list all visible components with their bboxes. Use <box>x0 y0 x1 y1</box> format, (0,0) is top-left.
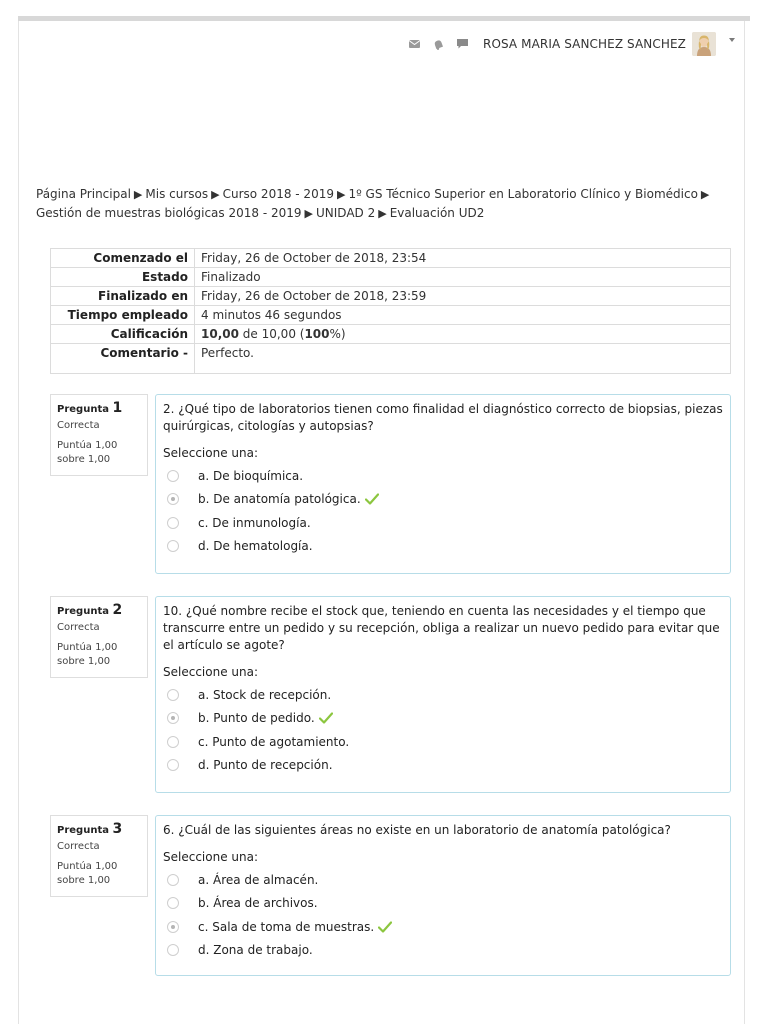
radio-button[interactable] <box>167 736 179 748</box>
question-content <box>155 394 731 574</box>
question-number <box>57 400 141 416</box>
grade-out-of: de 10,00 ( <box>238 327 305 341</box>
summary-value: Finalizado <box>195 268 731 287</box>
breadcrumb-unit[interactable]: UNIDAD 2 <box>315 206 376 220</box>
answer-label: a. Área de almacén. <box>198 872 319 887</box>
radio-button[interactable] <box>167 759 179 771</box>
breadcrumb <box>36 185 726 223</box>
answer-label: c. De inmunología. <box>198 515 311 530</box>
radio-button[interactable] <box>167 921 179 933</box>
summary-row-state <box>51 268 731 287</box>
summary-value: Friday, 26 de October de 2018, 23:54 <box>195 249 731 268</box>
summary-row-grade <box>51 325 731 344</box>
radio-button[interactable] <box>167 944 179 956</box>
summary-label: Estado <box>51 268 195 287</box>
radio-selected-dot <box>171 497 175 501</box>
breadcrumb-program[interactable]: 1º GS Técnico Superior en Laboratorio Clínico y Biomédico <box>348 187 698 201</box>
answer-option[interactable] <box>163 488 723 512</box>
answer-prompt: Seleccione una: <box>163 850 258 864</box>
breadcrumb-separator: ▶ <box>211 188 220 201</box>
correct-check-icon <box>365 493 379 505</box>
question-info <box>50 815 148 897</box>
question-text: 10. ¿Qué nombre recibe el stock que, teniendo en cuenta las necesidades y el tiempo que transcurre entre un pedido y su recepción, obliga a realizar un nuevo pedido para evitar que el artículo se agote? <box>163 604 720 652</box>
radio-button[interactable] <box>167 470 179 482</box>
radio-button[interactable] <box>167 897 179 909</box>
summary-row-started <box>51 249 731 268</box>
answer-label: a. De bioquímica. <box>198 468 304 483</box>
summary-row-finished <box>51 287 731 306</box>
question-grade: Puntúa 1,00 sobre 1,00 <box>57 642 118 667</box>
answer-label: b. Área de archivos. <box>198 896 318 911</box>
answer-option[interactable] <box>163 915 723 939</box>
answer-option[interactable] <box>163 683 723 707</box>
correct-check-icon <box>319 712 333 724</box>
radio-button[interactable] <box>167 493 179 505</box>
top-bar <box>18 16 750 21</box>
question-content <box>155 596 731 793</box>
answer-option[interactable] <box>163 535 723 559</box>
answer-option[interactable] <box>163 892 723 916</box>
page-border-right <box>744 21 745 1024</box>
user-navigation <box>399 32 736 56</box>
answer-list <box>163 868 723 962</box>
answer-label: d. Punto de recepción. <box>198 758 333 773</box>
breadcrumb-separator: ▶ <box>304 207 313 220</box>
answer-prompt: Seleccione una: <box>163 446 258 460</box>
breadcrumb-separator: ▶ <box>336 188 346 201</box>
envelope-icon[interactable] <box>405 35 423 53</box>
answer-option[interactable] <box>163 939 723 963</box>
question-number <box>57 821 141 837</box>
summary-grade-value <box>195 325 731 344</box>
answer-option[interactable] <box>163 464 723 488</box>
summary-label: Comenzado el <box>51 249 195 268</box>
answer-label: b. De anatomía patológica. <box>198 492 361 507</box>
answer-option[interactable] <box>163 730 723 754</box>
chat-bubble-icon[interactable] <box>453 35 471 53</box>
correct-check-icon <box>378 921 392 933</box>
breadcrumb-subject[interactable]: Gestión de muestras biológicas 2018 - 2019 <box>36 206 302 220</box>
breadcrumb-separator: ▶ <box>133 188 143 201</box>
summary-row-time <box>51 306 731 325</box>
answer-list <box>163 464 723 558</box>
radio-button[interactable] <box>167 712 179 724</box>
question-number <box>57 602 141 618</box>
answer-label: d. Zona de trabajo. <box>198 943 313 958</box>
breadcrumb-separator: ▶ <box>700 188 710 201</box>
grade-percent: 100 <box>304 327 330 341</box>
question-text: 2. ¿Qué tipo de laboratorios tienen como finalidad el diagnóstico correcto de biopsias, piezas quirúrgicas, citologías y autopsias? <box>163 402 723 433</box>
question-label: Pregunta <box>57 606 109 617</box>
breadcrumb-home[interactable]: Página Principal <box>36 187 131 201</box>
answer-label: b. Punto de pedido. <box>198 711 315 726</box>
radio-button[interactable] <box>167 689 179 701</box>
grade-suffix: %) <box>329 327 346 341</box>
question-grade: Puntúa 1,00 sobre 1,00 <box>57 861 118 886</box>
answer-prompt: Seleccione una: <box>163 665 258 679</box>
question-number-value: 1 <box>112 400 123 416</box>
question-number-value: 2 <box>112 602 123 618</box>
answer-list <box>163 683 723 777</box>
answer-option[interactable] <box>163 707 723 731</box>
summary-label: Calificación <box>51 325 195 344</box>
answer-label: c. Sala de toma de muestras. <box>198 919 375 934</box>
question-text: 6. ¿Cuál de las siguientes áreas no existe en un laboratorio de anatomía patológica? <box>163 823 671 837</box>
attempt-summary-table <box>50 248 731 374</box>
summary-value: Perfecto. <box>195 344 731 374</box>
summary-label: Comentario - <box>51 344 195 374</box>
user-avatar[interactable] <box>692 32 716 56</box>
question-info <box>50 596 148 678</box>
radio-button[interactable] <box>167 540 179 552</box>
question-label: Pregunta <box>57 404 109 415</box>
page-border-left <box>18 21 19 1024</box>
chevron-down-icon[interactable] <box>728 36 736 44</box>
answer-option[interactable] <box>163 511 723 535</box>
question-state: Correcta <box>57 622 100 633</box>
breadcrumb-my-courses[interactable]: Mis cursos <box>145 187 209 201</box>
question-info <box>50 394 148 476</box>
question-label: Pregunta <box>57 825 109 836</box>
question-state: Correcta <box>57 420 100 431</box>
breadcrumb-course-year[interactable]: Curso 2018 - 2019 <box>222 187 334 201</box>
question-grade: Puntúa 1,00 sobre 1,00 <box>57 440 118 465</box>
summary-value: Friday, 26 de October de 2018, 23:59 <box>195 287 731 306</box>
question-number-value: 3 <box>112 821 123 837</box>
grade-score: 10,00 <box>201 327 239 341</box>
radio-button[interactable] <box>167 517 179 529</box>
radio-selected-dot <box>171 716 175 720</box>
answer-label: d. De hematología. <box>198 539 313 554</box>
summary-row-comment <box>51 344 731 374</box>
bell-icon[interactable] <box>429 35 447 53</box>
summary-value: 4 minutos 46 segundos <box>195 306 731 325</box>
question-state: Correcta <box>57 841 100 852</box>
answer-option[interactable] <box>163 868 723 892</box>
answer-option[interactable] <box>163 754 723 778</box>
question-content <box>155 815 731 976</box>
summary-label: Tiempo empleado <box>51 306 195 325</box>
breadcrumb-quiz[interactable]: Evaluación UD2 <box>389 206 485 220</box>
answer-label: c. Punto de agotamiento. <box>198 734 350 749</box>
radio-selected-dot <box>171 925 175 929</box>
user-name[interactable]: ROSA MARIA SANCHEZ SANCHEZ <box>483 37 686 51</box>
radio-button[interactable] <box>167 874 179 886</box>
breadcrumb-separator: ▶ <box>378 207 387 220</box>
answer-label: a. Stock de recepción. <box>198 687 332 702</box>
summary-label: Finalizado en <box>51 287 195 306</box>
